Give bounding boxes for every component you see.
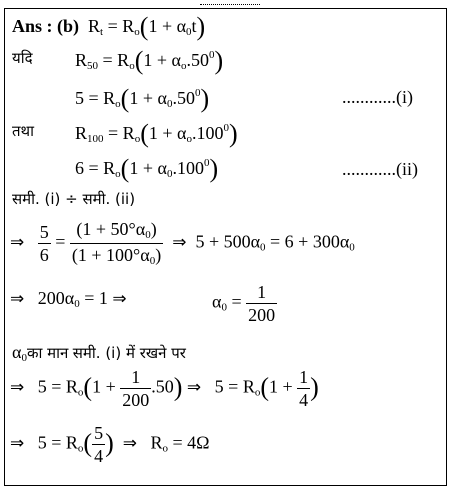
substitute-line: $\alpha_0का$ मान समी. (i) में रखने पर [12, 342, 186, 364]
label-tatha: तथा [12, 122, 35, 140]
substitution-line: ⇒ $5 = R_o(1$ + $\frac{1}{200}$ .50) ⇒ $5 = R_o(1$ + $\frac{1}{4}$ ) [10, 367, 319, 410]
equation-r50: $R_{50} = R_o(1 + \alpha_o.50^0)$ [75, 46, 224, 75]
equation-2: $6 = R_o(1 + \alpha_0.100^0)$ [75, 154, 219, 183]
label-substitute: समी. (i) में रखने पर [72, 344, 186, 362]
answer-label: Ans : (b) [12, 16, 80, 36]
alpha-value: $\alpha_0$ = $\frac{1}{200}$ [212, 282, 276, 325]
equation-1: $5 = R_o(1 + \alpha_0.50^0)$ [75, 84, 210, 113]
label-ka-maan: का मान [26, 344, 69, 362]
alpha-line: ⇒ $200\alpha_0 = 1$ ⇒ [10, 288, 127, 310]
ratio-line: ⇒ $\frac{5}{6}$ = $\frac{(1 + 50^\circ\alpha_0)}{(1 + 100^\circ\alpha_0)}$ ⇒ $5 + 500\alpha_0 = 6 + 300\alpha_0$ [10, 219, 355, 267]
top-fragment-mark [200, 0, 260, 5]
equation-ref-1: ............(i) [342, 87, 413, 107]
answer-line: Ans : (b) $R_t = R_o(1 + \alpha_0t)$ [12, 12, 206, 41]
label-yadi: यदि [12, 49, 33, 67]
equation-r100: $R_{100} = R_o(1 + \alpha_o.100^0)$ [75, 119, 238, 148]
label-divide-equations: समी. (i) ÷ समी. (ii) [12, 190, 136, 208]
equation-ref-2: ............(ii) [342, 159, 418, 179]
result-line: ⇒ $5 = R_o$( $\frac{5}{4}$ ) ⇒ $R_o = 4\Omega$ [10, 423, 210, 466]
